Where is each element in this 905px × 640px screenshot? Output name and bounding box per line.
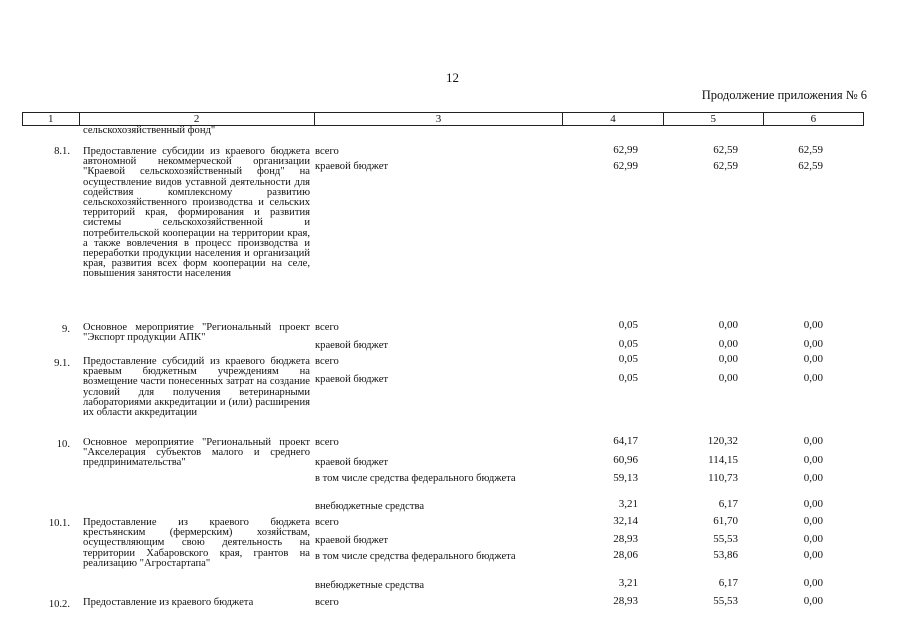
value-col-4: 32,14 xyxy=(613,515,638,527)
value-col-4: 62,99 xyxy=(613,144,638,156)
value-col-6: 62,59 xyxy=(798,144,823,156)
source-label: в том числе средства федерального бюджета xyxy=(315,473,516,484)
value-col-6: 0,00 xyxy=(803,498,823,510)
row-number: 10.1. xyxy=(48,518,70,529)
header-col-4: 4 xyxy=(563,113,663,126)
row-description: Предоставление субсидий из краевого бюджета краевым бюджетным учреждениям на возмещение части понесенных затрат на создание условий для получения ветеринарными лабораториями аккредитации и (или) расширения их области аккредитации xyxy=(83,356,310,419)
row-number: 10.2. xyxy=(48,599,70,610)
continuation-caption: Продолжение приложения № 6 xyxy=(701,88,867,102)
value-col-5: 55,53 xyxy=(713,533,738,545)
value-col-5: 62,59 xyxy=(713,160,738,172)
value-col-6: 62,59 xyxy=(798,160,823,172)
column-header-table xyxy=(22,112,864,126)
value-col-5: 110,73 xyxy=(708,472,738,484)
row-description: Основное мероприятие "Региональный проект "Акселерация субъектов малого и среднего предпринимательства" xyxy=(83,437,310,469)
value-col-5: 0,00 xyxy=(718,338,738,350)
value-col-5: 6,17 xyxy=(718,498,738,510)
value-col-5: 0,00 xyxy=(718,372,738,384)
value-col-4: 60,96 xyxy=(613,454,638,466)
value-col-4: 62,99 xyxy=(613,160,638,172)
row-number: 9. xyxy=(62,324,70,335)
header-col-3: 3 xyxy=(314,113,563,126)
value-col-5: 120,32 xyxy=(707,435,738,447)
value-col-4: 0,05 xyxy=(618,353,638,365)
value-col-5: 6,17 xyxy=(718,577,738,589)
value-col-5: 62,59 xyxy=(713,144,738,156)
value-col-6: 0,00 xyxy=(803,319,823,331)
source-label: всего xyxy=(315,597,339,608)
value-col-4: 28,93 xyxy=(613,533,638,545)
value-col-4: 0,05 xyxy=(618,319,638,331)
value-col-5: 61,70 xyxy=(713,515,738,527)
value-col-6: 0,00 xyxy=(803,595,823,607)
value-col-5: 0,00 xyxy=(718,353,738,365)
source-label: краевой бюджет xyxy=(315,374,389,385)
source-label: в том числе средства федерального бюджета xyxy=(315,551,516,562)
value-col-6: 0,00 xyxy=(803,549,823,561)
source-label: всего xyxy=(315,437,339,448)
row-description: Основное мероприятие "Региональный проект "Экспорт продукции АПК" xyxy=(83,322,310,344)
header-col-2: 2 xyxy=(79,113,314,126)
source-label: краевой бюджет xyxy=(315,535,389,546)
value-col-4: 0,05 xyxy=(618,372,638,384)
source-label: внебюджетные средства xyxy=(315,501,425,512)
header-col-6: 6 xyxy=(763,113,863,126)
row-description: Предоставление субсидии из краевого бюджета автономной некоммерческой организации "Краевой сельскохозяйственный фонд" на осуществление видов уставной деятельности для содействия комплексному развитию сельскохозяйственного производства и сельских территорий края, формирования и развития системы сельскохозяйственной и потребительской кооперации на территории края, а также вовлечения в процесс производства и переработки продукции населения и организаций края, развития всех форм кооперации на селе, повышения занятости населения xyxy=(83,146,310,280)
value-col-6: 0,00 xyxy=(803,372,823,384)
value-col-6: 0,00 xyxy=(803,472,823,484)
value-col-6: 0,00 xyxy=(803,577,823,589)
value-col-6: 0,00 xyxy=(803,338,823,350)
value-col-4: 28,93 xyxy=(613,595,638,607)
row-number: 8.1. xyxy=(54,146,70,157)
value-col-4: 3,21 xyxy=(618,577,638,589)
value-col-5: 55,53 xyxy=(713,595,738,607)
value-col-5: 0,00 xyxy=(718,319,738,331)
value-col-4: 59,13 xyxy=(613,472,638,484)
value-col-4: 64,17 xyxy=(613,435,638,447)
source-label: краевой бюджет xyxy=(315,457,389,468)
header-col-1: 1 xyxy=(23,113,80,126)
page-number: 12 xyxy=(446,70,459,85)
source-label: всего xyxy=(315,517,339,528)
source-label: краевой бюджет xyxy=(315,161,389,172)
value-col-5: 114,15 xyxy=(708,454,738,466)
source-label: всего xyxy=(315,322,339,333)
source-label: всего xyxy=(315,356,339,367)
value-col-5: 53,86 xyxy=(713,549,738,561)
value-col-6: 0,00 xyxy=(803,533,823,545)
header-col-5: 5 xyxy=(663,113,763,126)
value-col-4: 28,06 xyxy=(613,549,638,561)
row-description: Предоставление из краевого бюджета крестьянским (фермерским) хозяйствам, осуществляющим свою деятельность на территории Хабаровского края, грантов на реализацию "Агростартапа" xyxy=(83,517,310,569)
source-label: всего xyxy=(315,146,339,157)
row-number: 10. xyxy=(56,439,70,450)
source-label: краевой бюджет xyxy=(315,340,389,351)
row-number: 9.1. xyxy=(54,358,70,369)
row-description: Предоставление из краевого бюджета xyxy=(83,597,254,608)
value-col-6: 0,00 xyxy=(803,353,823,365)
value-col-4: 3,21 xyxy=(618,498,638,510)
value-col-6: 0,00 xyxy=(803,435,823,447)
value-col-6: 0,00 xyxy=(803,515,823,527)
value-col-6: 0,00 xyxy=(803,454,823,466)
value-col-4: 0,05 xyxy=(618,338,638,350)
source-label: внебюджетные средства xyxy=(315,580,425,591)
carryover-text: сельскохозяйственный фонд" xyxy=(83,125,216,136)
